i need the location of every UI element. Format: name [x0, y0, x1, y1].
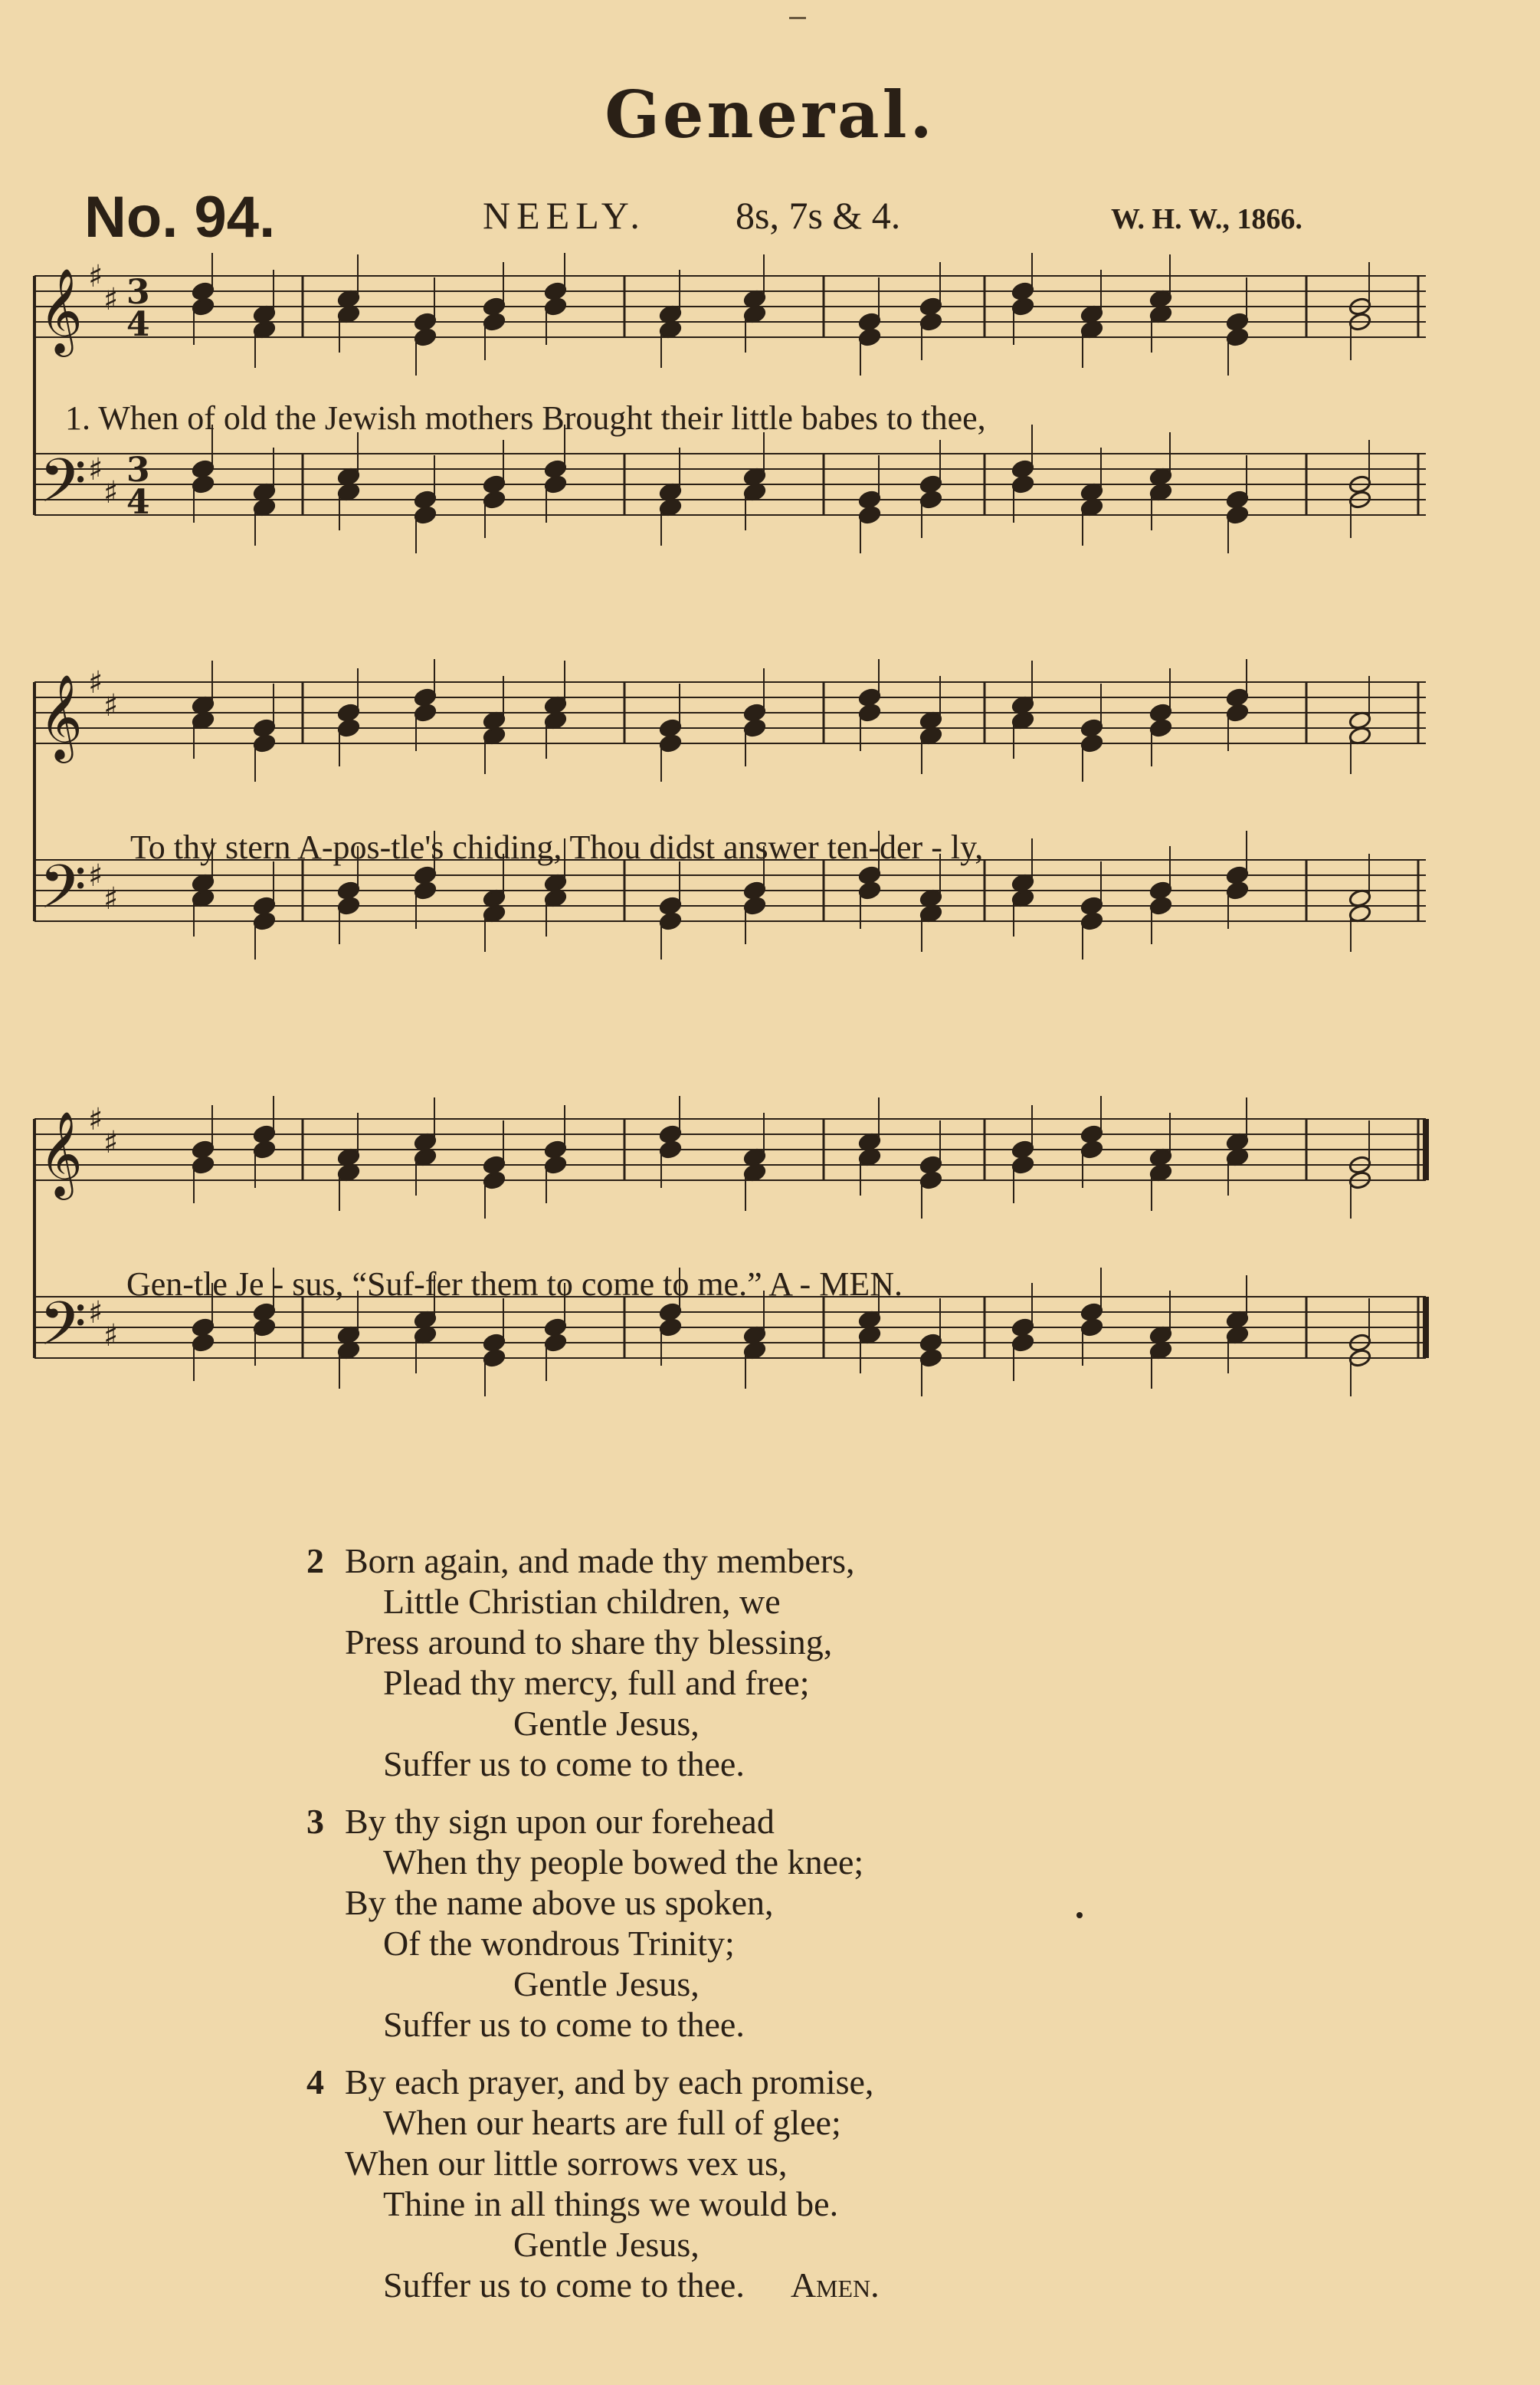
- notehead: [192, 1317, 215, 1337]
- composer: W. H. W., 1866.: [1111, 203, 1302, 235]
- notehead: [483, 312, 506, 332]
- sharp-sign: ♯: [103, 881, 119, 917]
- notehead: [483, 1348, 506, 1368]
- notehead: [659, 733, 683, 753]
- verse-line: When our hearts are full of glee;: [383, 2103, 841, 2142]
- notehead: [544, 1333, 568, 1353]
- notehead: [1011, 297, 1035, 317]
- notehead: [1226, 505, 1250, 525]
- section-title: General.: [605, 77, 935, 153]
- verse-line: Of the wondrous Trinity;: [383, 1924, 735, 1963]
- notehead: [253, 1124, 277, 1144]
- verse-number: 4: [306, 2062, 324, 2101]
- notehead: [253, 911, 277, 931]
- notehead: [414, 881, 437, 901]
- treble-clef: 𝄞: [39, 267, 83, 353]
- notehead: [1149, 881, 1173, 901]
- notehead: [544, 1140, 568, 1160]
- lyric-line-3: Gen-tle Je - sus, “Suf-fer them to come to me.” A - MEN.: [126, 1265, 903, 1303]
- verse-2: [306, 1540, 1226, 1784]
- notehead: [544, 281, 568, 301]
- notehead: [919, 1170, 943, 1190]
- notehead: [659, 1124, 683, 1144]
- amen-label: Amen.: [790, 2265, 880, 2305]
- treble-clef: 𝄞: [39, 1110, 83, 1196]
- tune-name: NEELY.: [483, 194, 646, 237]
- verse-line: Gentle Jesus,: [513, 1964, 700, 2003]
- notehead: [858, 703, 882, 723]
- notehead: [858, 312, 882, 332]
- notehead: [919, 297, 943, 317]
- notehead: [483, 297, 506, 317]
- notehead: [1226, 703, 1250, 723]
- notehead: [544, 459, 568, 479]
- notehead: [253, 733, 277, 753]
- notehead: [253, 1140, 277, 1160]
- notehead: [1080, 733, 1104, 753]
- notehead: [414, 687, 437, 707]
- notehead: [337, 703, 361, 723]
- notehead: [1011, 1140, 1035, 1160]
- notehead: [1226, 865, 1250, 885]
- notehead: [919, 1155, 943, 1175]
- verse-line: Gentle Jesus,: [513, 1704, 700, 1743]
- notehead: [483, 1170, 506, 1190]
- notehead: [253, 718, 277, 738]
- verse-line: When our little sorrows vex us,: [345, 2144, 788, 2183]
- time-signature-bottom: 4: [126, 305, 150, 344]
- notehead: [1149, 703, 1173, 723]
- notehead: [192, 297, 215, 317]
- notehead: [337, 718, 361, 738]
- time-signature-bottom: 4: [126, 483, 150, 522]
- verse-line: Suffer us to come to thee.: [383, 2265, 745, 2305]
- notehead: [414, 327, 437, 347]
- notehead: [544, 1155, 568, 1175]
- sharp-sign: ♯: [88, 665, 103, 700]
- print-speck: [1076, 1912, 1083, 1918]
- verse-line: Suffer us to come to thee.: [383, 1744, 745, 1783]
- treble-clef: 𝄞: [39, 674, 83, 759]
- music-system-1: [19, 253, 1429, 636]
- sharp-sign: ♯: [103, 475, 119, 510]
- notehead: [1080, 1124, 1104, 1144]
- notehead: [1011, 281, 1035, 301]
- notehead: [483, 1155, 506, 1175]
- meter: 8s, 7s & 4.: [736, 194, 901, 237]
- notehead: [1011, 1317, 1035, 1337]
- notehead: [414, 865, 437, 885]
- notehead: [253, 1302, 277, 1322]
- notehead: [414, 490, 437, 510]
- notehead: [192, 1155, 215, 1175]
- music-system-2: [19, 659, 1429, 1073]
- sharp-sign: ♯: [103, 688, 119, 723]
- notehead: [858, 490, 882, 510]
- notehead: [253, 1317, 277, 1337]
- sharp-sign: ♯: [88, 1102, 103, 1137]
- sharp-sign: ♯: [103, 1125, 119, 1160]
- notehead: [1226, 490, 1250, 510]
- notehead: [743, 718, 767, 738]
- notehead: [253, 896, 277, 916]
- verse-line: Plead thy mercy, full and free;: [383, 1663, 810, 1702]
- lyric-line-1: 1. When of old the Jewish mothers Brought their little babes to thee,: [65, 399, 986, 437]
- notehead: [1011, 1155, 1035, 1175]
- notehead: [1226, 881, 1250, 901]
- verse-line: Gentle Jesus,: [513, 2225, 700, 2264]
- notehead: [1011, 1333, 1035, 1353]
- notehead: [1080, 1317, 1104, 1337]
- notehead: [544, 474, 568, 494]
- notehead: [192, 281, 215, 301]
- notehead: [483, 1333, 506, 1353]
- bass-clef: 𝄢: [39, 445, 87, 531]
- notehead: [1226, 327, 1250, 347]
- verse-number: 3: [306, 1802, 324, 1841]
- notehead: [919, 490, 943, 510]
- notehead: [919, 1348, 943, 1368]
- notehead: [1011, 459, 1035, 479]
- sharp-sign: ♯: [88, 452, 103, 487]
- notehead: [544, 297, 568, 317]
- verse-line: By the name above us spoken,: [345, 1883, 774, 1922]
- notehead: [414, 703, 437, 723]
- lyric-line-2: To thy stern A-pos-tle's chiding, Thou didst answer ten-der - ly,: [130, 828, 984, 866]
- notehead: [192, 1140, 215, 1160]
- notehead: [1080, 896, 1104, 916]
- notehead: [1149, 718, 1173, 738]
- notehead: [858, 881, 882, 901]
- notehead: [192, 459, 215, 479]
- notehead: [659, 718, 683, 738]
- notehead: [1080, 1140, 1104, 1160]
- verse-4: [306, 2062, 1226, 2305]
- sharp-sign: ♯: [88, 858, 103, 894]
- bass-clef: 𝄢: [39, 851, 87, 937]
- verse-line: When thy people bowed the knee;: [383, 1842, 864, 1881]
- verse-line: Press around to share thy blessing,: [345, 1622, 833, 1662]
- notehead: [659, 1302, 683, 1322]
- hymn-number: No. 94.: [84, 185, 276, 250]
- notehead: [192, 474, 215, 494]
- notehead: [1226, 312, 1250, 332]
- notehead: [1080, 1302, 1104, 1322]
- verse-line: Thine in all things we would be.: [383, 2184, 839, 2223]
- notehead: [743, 703, 767, 723]
- notehead: [1080, 911, 1104, 931]
- verse-line: Little Christian children, we: [383, 1582, 781, 1621]
- verse-line: Born again, and made thy members,: [345, 1541, 855, 1580]
- verse-number: 2: [306, 1541, 324, 1580]
- notehead: [659, 1140, 683, 1160]
- notehead: [1149, 896, 1173, 916]
- verse-line: By thy sign upon our forehead: [345, 1802, 775, 1841]
- notehead: [659, 911, 683, 931]
- time-signature-top: 3: [126, 451, 150, 490]
- notehead: [192, 1333, 215, 1353]
- notehead: [337, 896, 361, 916]
- verse-3: [306, 1801, 1226, 2045]
- time-signature-top: 3: [126, 273, 150, 312]
- verse-line: By each prayer, and by each promise,: [345, 2062, 874, 2101]
- notehead: [919, 312, 943, 332]
- notehead: [1226, 687, 1250, 707]
- notehead: [919, 1333, 943, 1353]
- verses-block: [306, 1540, 1226, 2322]
- music-staves-1: [19, 253, 1429, 636]
- verse-line: Suffer us to come to thee.: [383, 2005, 745, 2044]
- notehead: [414, 312, 437, 332]
- notehead: [1080, 718, 1104, 738]
- notehead: [483, 490, 506, 510]
- notehead: [858, 327, 882, 347]
- notehead: [1011, 474, 1035, 494]
- notehead: [858, 687, 882, 707]
- sharp-sign: ♯: [88, 1295, 103, 1330]
- notehead: [919, 474, 943, 494]
- notehead: [337, 881, 361, 901]
- notehead: [858, 505, 882, 525]
- notehead: [743, 896, 767, 916]
- sharp-sign: ♯: [88, 259, 103, 294]
- notehead: [659, 1317, 683, 1337]
- notehead: [858, 865, 882, 885]
- page-mark: [789, 17, 806, 19]
- music-system-3: [19, 1096, 1429, 1510]
- sharp-sign: ♯: [103, 282, 119, 317]
- notehead: [483, 474, 506, 494]
- notehead: [743, 881, 767, 901]
- notehead: [414, 505, 437, 525]
- notehead: [544, 1317, 568, 1337]
- notehead: [659, 896, 683, 916]
- bass-clef: 𝄢: [39, 1288, 87, 1374]
- sharp-sign: ♯: [103, 1318, 119, 1353]
